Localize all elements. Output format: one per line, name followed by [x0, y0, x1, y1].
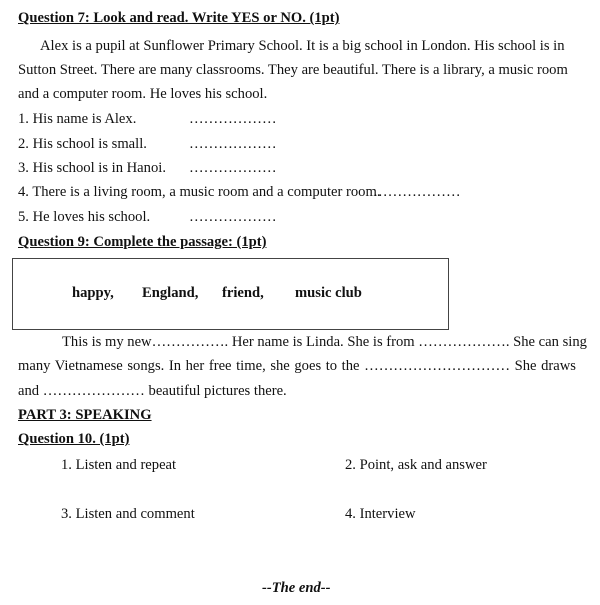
q7-item-4-blank[interactable]: ……………… — [373, 184, 461, 200]
question-10-heading: Question 10. (1pt) — [18, 431, 130, 447]
part-3-heading: PART 3: SPEAKING — [18, 407, 152, 423]
q7-item-5: 5. He loves his school. — [18, 209, 151, 225]
speaking-task-3: 3. Listen and comment — [61, 506, 195, 522]
speaking-task-1: 1. Listen and repeat — [61, 457, 177, 473]
q7-item-1: 1. His name is Alex. — [18, 111, 137, 127]
word-bank-word-4: music club — [295, 285, 362, 301]
q7-item-3-blank[interactable]: ……………… — [189, 160, 277, 176]
q9-passage-line-1: This is my new……………. Her name is Linda. She is from ………………. She can sing — [62, 334, 587, 350]
word-bank-word-2: England, — [142, 285, 199, 301]
q7-passage-line-1: Alex is a pupil at Sunflower Primary School. It is a big school in London. His school is in — [40, 38, 565, 54]
the-end-footer: --The end-- — [262, 580, 331, 596]
q9-passage-line-3: and ………………… beautiful pictures there. — [18, 383, 287, 399]
question-7-heading: Question 7: Look and read. Write YES or NO. (1pt) — [18, 10, 340, 26]
word-bank-box — [12, 258, 449, 330]
q7-item-2-blank[interactable]: ……………… — [189, 136, 277, 152]
word-bank-word-3: friend, — [222, 285, 264, 301]
speaking-task-4: 4. Interview — [345, 506, 416, 522]
q7-item-4: 4. There is a living room, a music room and a computer room. — [18, 184, 381, 200]
q7-item-3: 3. His school is in Hanoi. — [18, 160, 166, 176]
word-bank-word-1: happy, — [72, 285, 114, 301]
q7-item-2: 2. His school is small. — [18, 136, 147, 152]
q7-item-5-blank[interactable]: ……………… — [189, 209, 277, 225]
speaking-task-2: 2. Point, ask and answer — [345, 457, 487, 473]
question-9-heading: Question 9: Complete the passage: (1pt) — [18, 234, 267, 250]
q7-passage-line-3: and a computer room. He loves his school. — [18, 86, 268, 102]
q7-item-1-blank[interactable]: ……………… — [189, 111, 277, 127]
q7-passage-line-2: Sutton Street. There are many classrooms. They are beautiful. There is a library, a music room — [18, 62, 568, 78]
q9-passage-line-2: many Vietnamese songs. In her free time, she goes to the ………………………… She draws — [18, 358, 576, 374]
